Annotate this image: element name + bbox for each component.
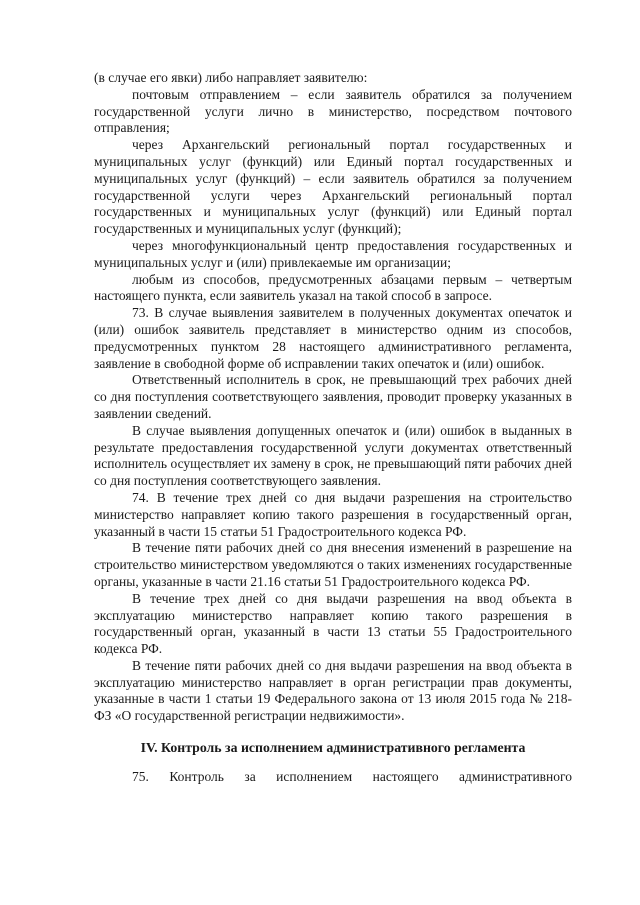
section-heading: IV. Контроль за исполнением административного регламента [140, 740, 526, 756]
paragraph-1: (в случае его явки) либо направляет заявителю: [94, 70, 368, 85]
paragraph-8: В случае выявления допущенных опечаток и (или) ошибок в выданных в результате предоставления государственной услуги документах ответственный исполнитель осуществляет их замену в срок, не превышающий пяти рабочих дней со дня поступления соответствующего заявления. [94, 422, 572, 489]
paragraph-last: 75. Контроль за исполнением настоящего административного [132, 769, 572, 785]
paragraph-12: В течение пяти рабочих дней со дня выдачи разрешения на ввод объекта в эксплуатацию министерство направляет в орган регистрации прав документы, указанные в части 1 статьи 19 Федерального закона от 13 июля 2015 года № 218-ФЗ «О государственной регистрации недвижимости». [94, 657, 572, 724]
paragraph-10: В течение пяти рабочих дней со дня внесения изменений в разрешение на строительство министерством уведомляются о таких изменениях государственные органы, указанные в части 21.16 статьи 51 Градостроительного кодекса РФ. [94, 540, 572, 589]
paragraph-2: почтовым отправлением – если заявитель обратился за получением государственной услуги лично в министерство, посредством почтового отправления; [94, 86, 572, 136]
paragraph-7: Ответственный исполнитель в срок, не превышающий трех рабочих дней со дня поступления соответствующего заявления, проводит проверку указанных в заявлении сведений. [94, 372, 572, 421]
paragraph-3: через Архангельский региональный портал государственных и муниципальных услуг (функций) или Единый портал государственных и муниципальных услуг (функций) – если заявитель обратился за получением государственной услуги через Архангельский региональный портал государственных и муниципальных услуг (функций) или Единый портал государственных и муниципальных услуг (функций); [94, 137, 572, 237]
paragraph-5: любым из способов, предусмотренных абзацами первым – четвертым настоящего пункта, если заявитель указал на такой способ в запросе. [94, 271, 572, 304]
paragraph-4: через многофункциональный центр предоставления государственных и муниципальных услуг и (или) привлекаемые им организации; [94, 237, 572, 270]
paragraph-9: 74. В течение трех дней со дня выдачи разрешения на строительство министерство направляет копию такого разрешения в государственный орган, указанный в части 15 статьи 51 Градостроительного кодекса РФ. [94, 489, 572, 539]
paragraph-6: 73. В случае выявления заявителем в полученных документах опечаток и (или) ошибок заявитель представляет в министерство одним из способов, предусмотренных пунктом 28 настоящего административного регламента, заявление в свободной форме об исправлении таких опечаток и (или) ошибок. [94, 305, 572, 371]
document-page [94, 70, 572, 786]
paragraph-11: В течение трех дней со дня выдачи разрешения на ввод объекта в эксплуатацию министерство направляет копию такого разрешения в государственный орган, указанный в части 13 статьи 55 Градостроительного кодекса РФ. [94, 590, 572, 657]
